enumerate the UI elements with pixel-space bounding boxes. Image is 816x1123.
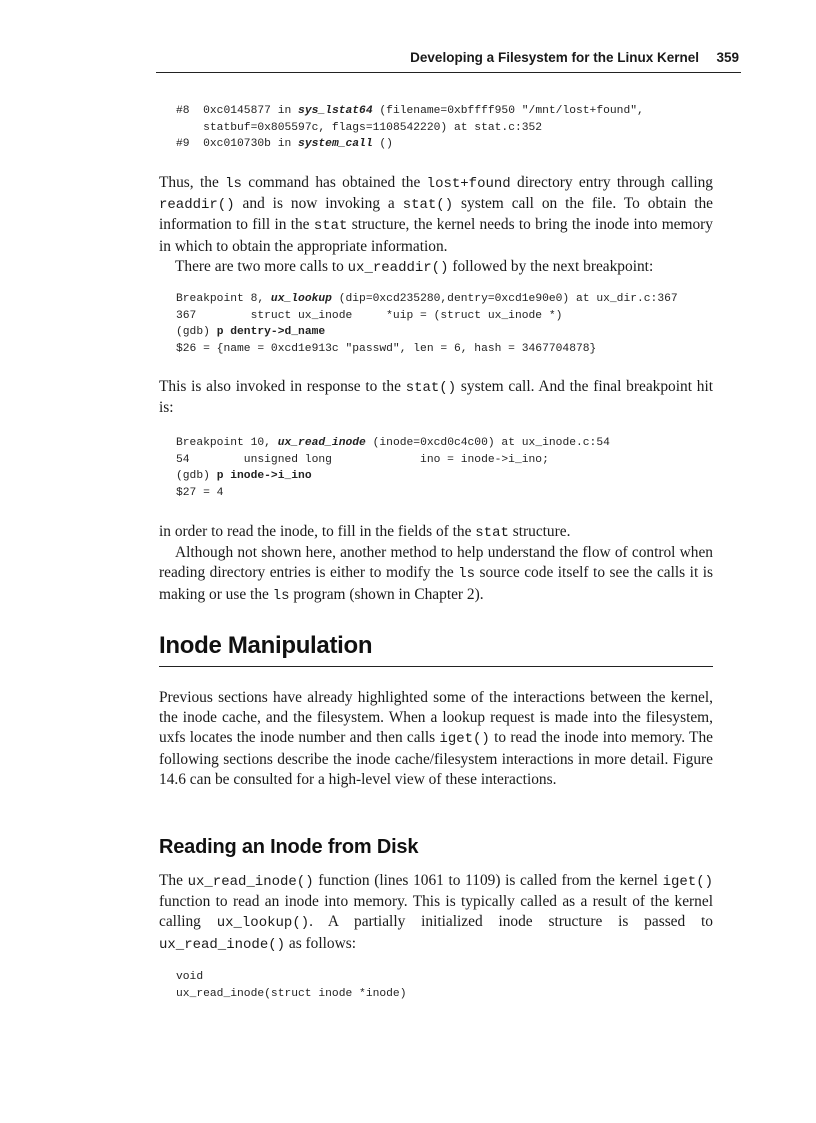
page-number: 359 [716,50,739,65]
code-block-lookup: Breakpoint 8, ux_lookup (dip=0xcd235280,dentry=0xcd1e90e0) at ux_dir.c:367 367 struct ux_inode *uip = (struct ux_inode *) (gdb) p dentry->d_name $26 = {name = 0xcd1e913c "passwd", len = 6, hash = 3467704878} [176,293,678,355]
section-heading: Inode Manipulation [159,632,373,659]
code-block-read-inode: Breakpoint 10, ux_read_inode (inode=0xcd0c4c00) at ux_inode.c:54 54 unsigned long ino = inode->i_ino; (gdb) p inode->i_ino $27 = 4 [176,437,610,499]
body-paragraph: Thus, the ls command has obtained the lost+found directory entry through calling readdir() and is now invoking a stat() system call on the file. To obtain the information to fill in the stat structure, the kernel needs to bring the inode into memory in which to obtain the appropriate information. There are two more calls to ux_readdir() followed by the next breakpoint: [159,174,713,276]
code-block-backtrace: #8 0xc0145877 in sys_lstat64 (filename=0xbffff950 "/mnt/lost+found", statbuf=0x805597c, flags=1108542220) at stat.c:352 #9 0xc010730b in system_call () [176,105,644,150]
header-title: Developing a Filesystem for the Linux Kernel [410,50,699,65]
body-paragraph: This is also invoked in response to the stat() system call. And the final breakpoint hit is: [159,378,713,417]
body-paragraph: in order to read the inode, to fill in the fields of the stat structure. Although not shown here, another method to help understand the flow of control when reading directory entries is either to modify the ls source code itself to see the calls it is making or use the ls program (shown in Chapter 2). [159,523,713,604]
subsection-heading: Reading an Inode from Disk [159,836,419,858]
body-paragraph: The ux_read_inode() function (lines 1061 to 1109) is called from the kernel iget() function to read an inode into memory. This is typically called as a result of the kernel calling ux_lookup(). A partially initialized inode structure is passed to ux_read_inode() as follows: [159,872,714,953]
body-paragraph: Previous sections have already highlighted some of the interactions between the kernel, the inode cache, and the filesystem. When a lookup request is made into the filesystem, uxfs locates the inode number and then calls iget() to read the inode into memory. The following sections describe the inode cache/filesystem interactions in more detail. Figure 14.6 can be consulted for a high-level view of these interactions. [159,689,713,788]
section-rule [159,666,713,667]
running-header [156,44,741,73]
code-block-signature: void ux_read_inode(struct inode *inode) [176,971,407,1000]
